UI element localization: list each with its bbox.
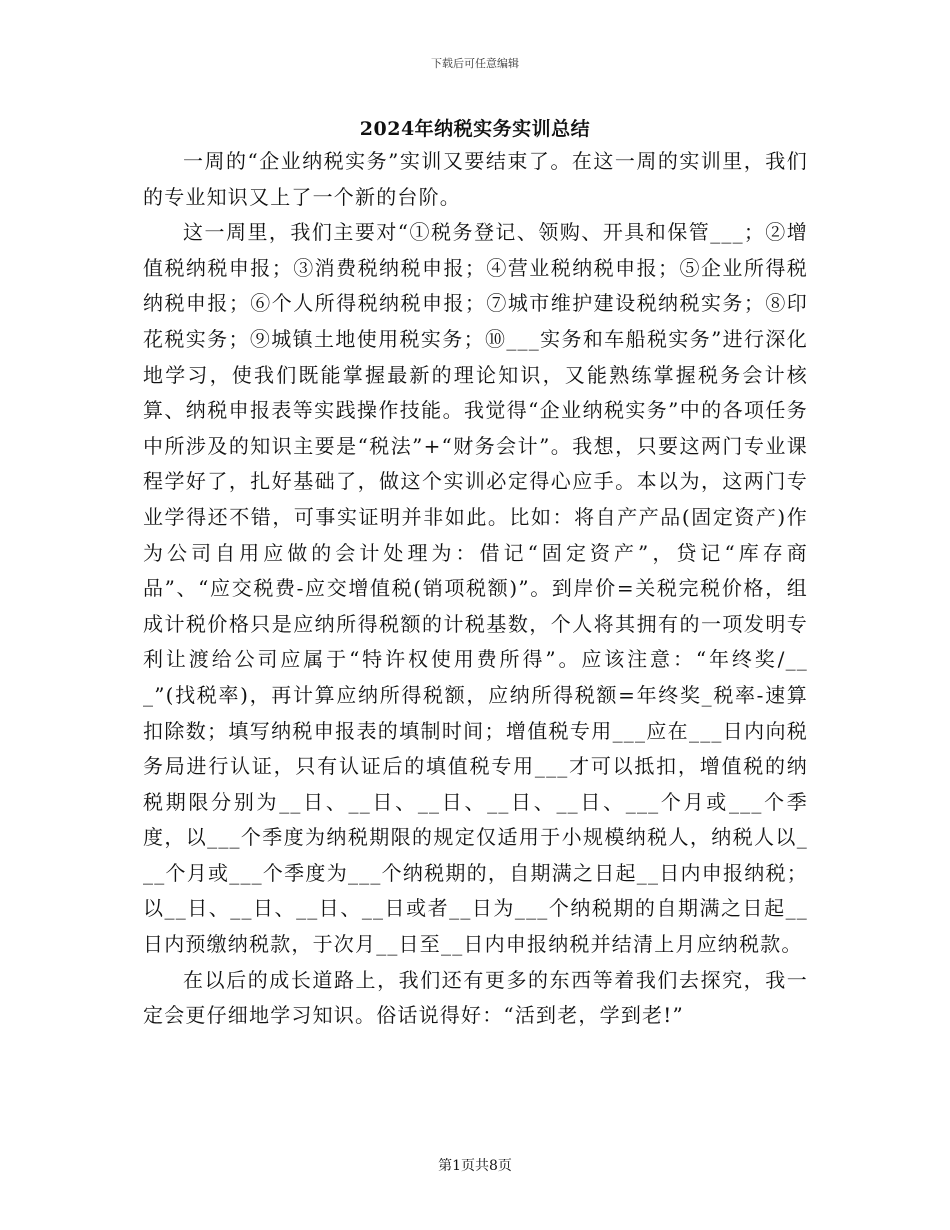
document-title: 2024年纳税实务实训总结 (359, 118, 591, 140)
paragraph-conclusion: 在以后的成长道路上，我们还有更多的东西等着我们去探究，我一定会更仔细地学习知识。俗话说得好：“活到老，学到老!” (143, 967, 808, 1028)
paragraph-main: 这一周里，我们主要对“①税务登记、领购、开具和保管___；②增值税纳税申报；③消费税纳税申报；④营业税纳税申报；⑤企业所得税纳税申报；⑥个人所得税纳税申报；⑦城市维护建设税纳税实务；⑧印花税实务；⑨城镇土地使用税实务；⑩___实务和车船税实务”进行深化地学习，使我们既能掌握最新的理论知识，又能熟练掌握税务会计核算、纳税申报表等实践操作技能。我觉得“企业纳税实务”中的各项任务中所涉及的知识主要是“税法”+“财务会计”。我想，只要这两门专业课程学好了，扎好基础了，做这个实训必定得心应手。本以为，这两门专业学得还不错，可事实证明并非如此。比如：将自产产品(固定资产)作为公司自用应做的会计处理为：借记“固定资产”，贷记“库存商品”、“应交税费-应交增值税(销项税额)”。到岸价=关税完税价格，组成计税价格只是应纳所得税额的计税基数，个人将其拥有的一项发明专利让渡给公司应属于“特许权使用费所得”。应该注意：“年终奖/___”(找税率)，再计算应纳所得税额，应纳所得税额=年终奖_税率-速算扣除数；填写纳税申报表的填制时间；增值税专用___应在___日内向税务局进行认证，只有认证后的填值税专用___才可以抵扣，增值税的纳税期限分别为__日、__日、__日、__日、__日、___个月或___个季度，以___个季度为纳税期限的规定仅适用于小规模纳税人，纳税人以___个月或___个季度为___个纳税期的，自期满之日起__日内申报纳税；以__日、__日、__日、__日或者__日为___个纳税期的自期满之日起__日内预缴纳税款，于次月__日至__日内申报纳税并结清上月应纳税款。 (143, 220, 808, 957)
page-indicator: 第1页共8页 (438, 1158, 512, 1174)
header-note: 下载后可任意编辑 (431, 57, 519, 70)
paragraph-intro: 一周的“企业纳税实务”实训又要结束了。在这一周的实训里，我们的专业知识又上了一个新的台阶。 (143, 149, 808, 209)
document-body (143, 144, 808, 1034)
